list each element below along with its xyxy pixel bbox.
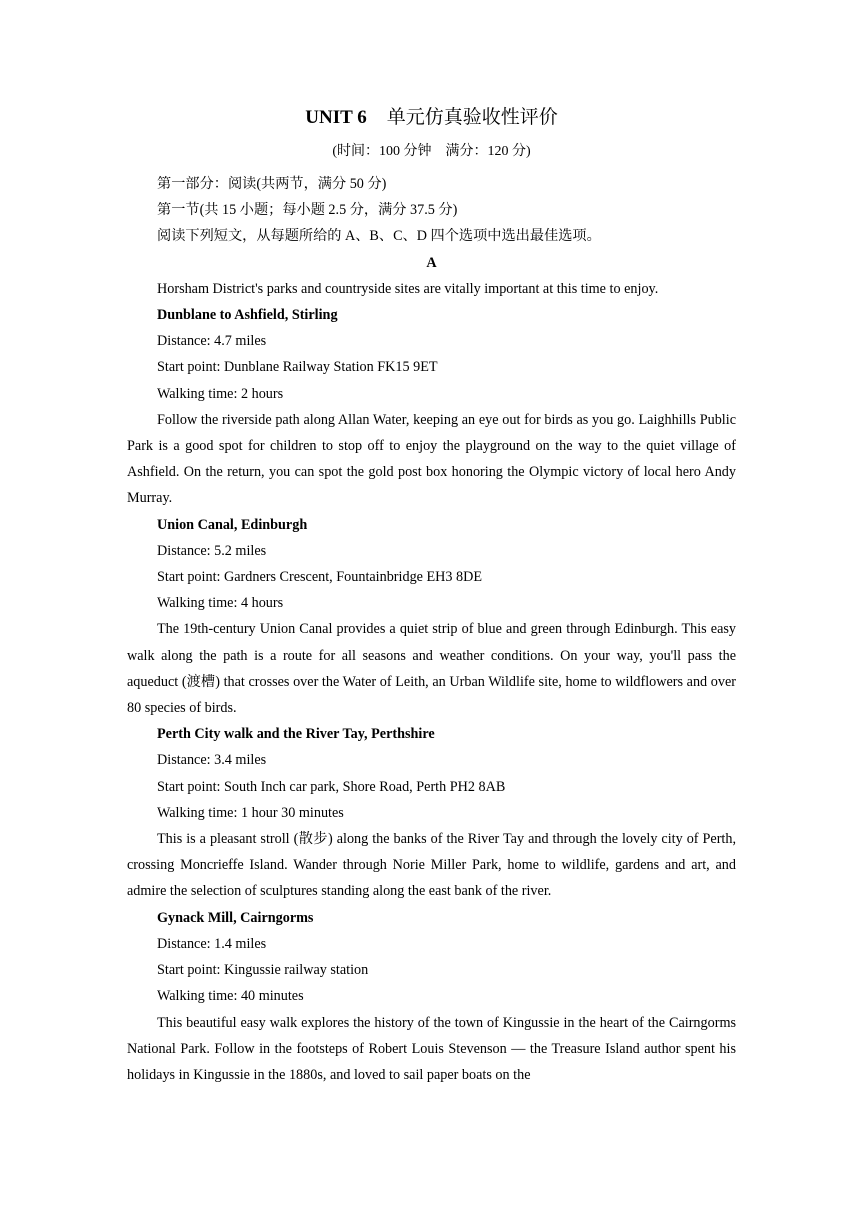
instructions: 阅读下列短文，从每题所给的 A、B、C、D 四个选项中选出最佳选项。 bbox=[157, 228, 601, 245]
walk-time: Walking time: 2 hours bbox=[157, 385, 284, 402]
walk-description: This is a pleasant stroll (散步) along the banks of the River Tay and through the lovely city of Perth, crossing Moncrieffe Island. Wander through Norie Miller Park, home to wildlife, gardens and art, and admire the selection of sculptures standing along the east bank of the river. bbox=[127, 831, 736, 900]
walk-time: Walking time: 4 hours bbox=[157, 595, 284, 612]
walk-distance: Distance: 5.2 miles bbox=[157, 542, 267, 559]
document-page bbox=[127, 104, 736, 1088]
walk-start-point: Start point: South Inch car park, Shore Road, Perth PH2 8AB bbox=[157, 778, 506, 795]
walk-distance: Distance: 1.4 miles bbox=[157, 935, 267, 952]
section-heading: 第一节(共 15 小题；每小题 2.5 分，满分 37.5 分) bbox=[157, 202, 458, 219]
walk-start-point: Start point: Dunblane Railway Station FK15 9ET bbox=[157, 359, 438, 376]
passage-label: A bbox=[426, 254, 437, 271]
walk-description: The 19th-century Union Canal provides a quiet strip of blue and green through Edinburgh. This easy walk along the path is a route for all seasons and weather conditions. On your way, you'll pass the aqueduct (渡槽) that crosses over the Water of Leith, an Urban Wildlife site, home to wildflowers and over 80 species of birds. bbox=[127, 621, 736, 717]
walk-start-point: Start point: Gardners Crescent, Fountainbridge EH3 8DE bbox=[157, 569, 483, 586]
exam-time-score: (时间：100 分钟 满分：120 分) bbox=[332, 144, 531, 159]
passage-intro: Horsham District's parks and countryside sites are vitally important at this time to enjoy. bbox=[157, 280, 659, 297]
walk-time: Walking time: 40 minutes bbox=[157, 988, 304, 1005]
page-title bbox=[127, 104, 736, 132]
walk-description: Follow the riverside path along Allan Water, keeping an eye out for birds as you go. Laighhills Public Park is a good spot for children to stop off to enjoy the playground on the way to the quiet village of Ashfield. On the return, you can spot the gold post box honoring the Olympic victory of local hero Andy Murray. bbox=[127, 411, 736, 507]
walk-description: This beautiful easy walk explores the history of the town of Kingussie in the heart of the Cairngorms National Park. Follow in the footsteps of Robert Louis Stevenson — the Treasure Island author spent his holidays in Kingussie in the 1880s, and loved to sail paper boats on the bbox=[127, 1014, 736, 1083]
part-heading: 第一部分：阅读(共两节，满分 50 分) bbox=[157, 176, 387, 192]
walk-name: Union Canal, Edinburgh bbox=[157, 516, 308, 533]
walk-name: Perth City walk and the River Tay, Perthshire bbox=[157, 726, 435, 743]
walk-name: Dunblane to Ashfield, Stirling bbox=[157, 307, 338, 324]
walk-distance: Distance: 4.7 miles bbox=[157, 333, 267, 350]
walk-name: Gynack Mill, Cairngorms bbox=[157, 909, 314, 926]
title-chinese: 单元仿真验收性评价 bbox=[386, 107, 558, 128]
unit-label: UNIT 6 bbox=[305, 107, 367, 128]
walk-start-point: Start point: Kingussie railway station bbox=[157, 962, 369, 979]
walk-time: Walking time: 1 hour 30 minutes bbox=[157, 804, 344, 821]
walk-distance: Distance: 3.4 miles bbox=[157, 752, 267, 769]
